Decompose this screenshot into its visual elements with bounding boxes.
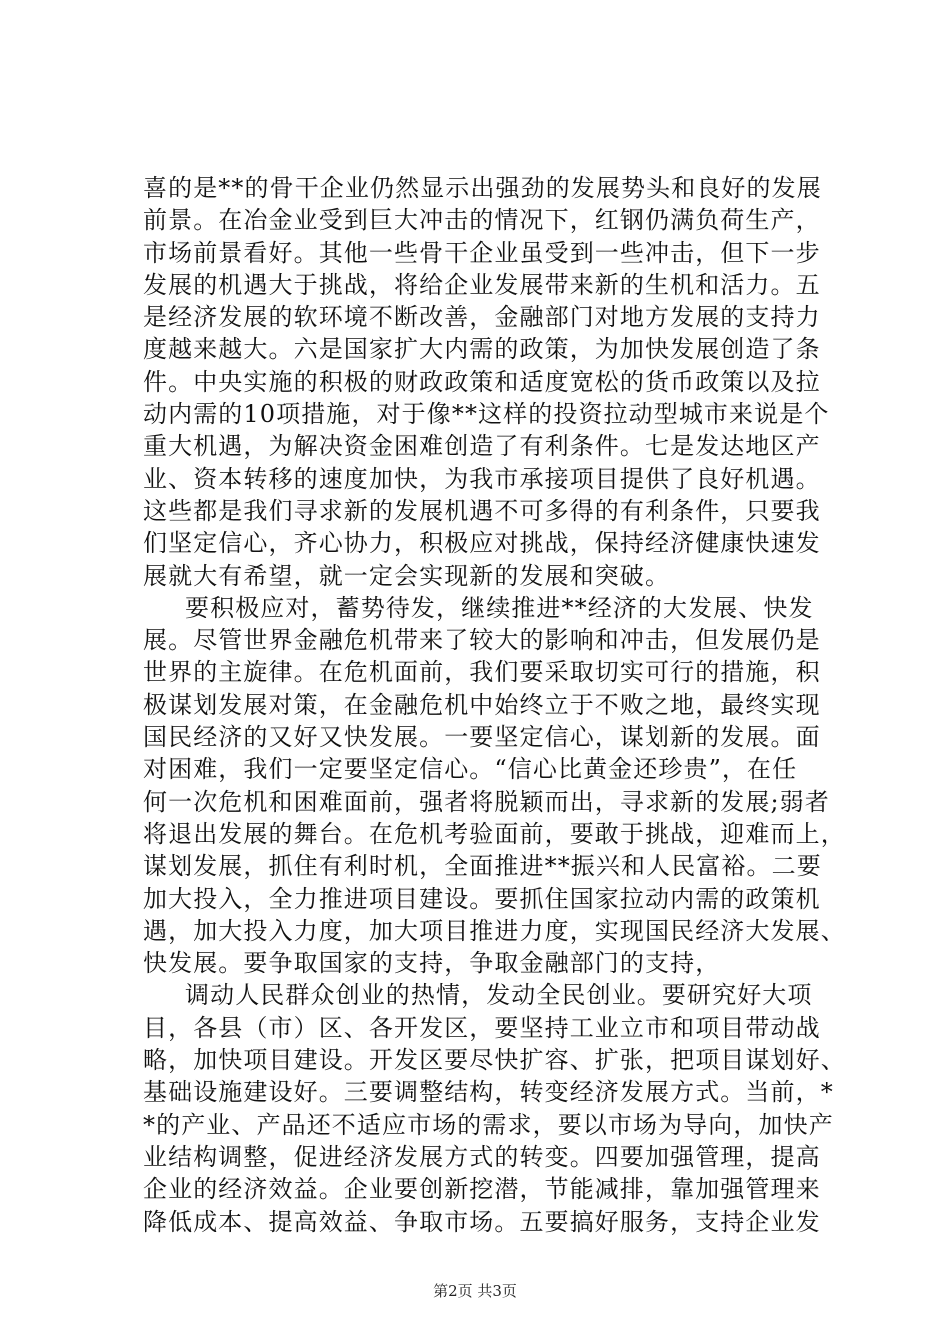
document-body (143, 172, 846, 1238)
text-line: 略，加快项目建设。开发区要尽快扩容、扩张，把项目谋划好、 (143, 1046, 846, 1075)
text-line: 是经济发展的软环境不断改善，金融部门对地方发展的支持力 (143, 303, 821, 332)
text-line: 重大机遇，为解决资金困难创造了有利条件。七是发达地区产 (143, 432, 821, 461)
text-line: 快发展。要争取国家的支持，争取金融部门的支持， (143, 949, 721, 978)
text-line: 目，各县（市）区、各开发区，要坚持工业立市和项目带动战 (143, 1013, 821, 1042)
text-line: 国民经济的又好又快发展。一要坚定信心，谋划新的发展。面 (143, 723, 821, 752)
text-line: 何一次危机和困难面前，强者将脱颖而出，寻求新的发展;弱者 (143, 787, 830, 816)
text-line: 度越来越大。六是国家扩大内需的政策，为加快发展创造了条 (143, 335, 821, 364)
text-line: 喜的是**的骨干企业仍然显示出强劲的发展势头和良好的发展 (143, 174, 822, 202)
text-line: 企业的经济效益。企业要创新挖潜，节能减排，靠加强管理来 (143, 1175, 821, 1204)
text-line: 们坚定信心，齐心协力，积极应对挑战，保持经济健康快速发 (143, 529, 821, 558)
text-line: 市场前景看好。其他一些骨干企业虽受到一些冲击，但下一步 (143, 238, 821, 267)
text-line: 展。尽管世界金融危机带来了较大的影响和冲击，但发展仍是 (143, 626, 821, 655)
text-line: 基础设施建设好。三要调整结构，转变经济发展方式。当前，* (143, 1078, 834, 1107)
paragraph-first-line: 调动人民群众创业的热情，发动全民创业。要研究好大项 (185, 981, 813, 1010)
text-line: 遇，加大投入力度，加大项目推进力度，实现国民经济大发展、 (143, 916, 846, 945)
text-line: *的产业、产品还不适应市场的需求，要以市场为导向，加快产 (143, 1110, 834, 1139)
text-line: 件。中央实施的积极的财政政策和适度宽松的货币政策以及拉 (143, 367, 821, 396)
text-line: 加大投入，全力推进项目建设。要抓住国家拉动内需的政策机 (143, 884, 821, 913)
text-line: 发展的机遇大于挑战，将给企业发展带来新的生机和活力。五 (143, 270, 821, 299)
text-line: 动内需的10项措施，对于像**这样的投资拉动型城市来说是个 (143, 400, 830, 429)
page-number-footer: 第2页 共3页 (433, 1282, 517, 1300)
text-line: 降低成本、提高效益、争取市场。五要搞好服务，支持企业发 (143, 1207, 821, 1236)
text-line: 这些都是我们寻求新的发展机遇不可多得的有利条件，只要我 (143, 496, 821, 525)
text-line: 将退出发展的舞台。在危机考验面前，要敢于挑战，迎难而上， (143, 819, 846, 848)
text-line: 谋划发展，抓住有利时机，全面推进**振兴和人民富裕。二要 (143, 852, 822, 881)
text-line: 业、资本转移的速度加快，为我市承接项目提供了良好机遇。 (143, 464, 821, 493)
text-line: 业结构调整，促进经济发展方式的转变。四要加强管理，提高 (143, 1142, 821, 1171)
text-line: 前景。在冶金业受到巨大冲击的情况下，红钢仍满负荷生产， (143, 206, 821, 235)
text-line: 对困难，我们一定要坚定信心。“信心比黄金还珍贵”，在任 (143, 755, 798, 784)
text-line: 展就大有希望，就一定会实现新的发展和突破。 (143, 561, 671, 590)
paragraph-first-line: 要积极应对，蓄势待发，继续推进**经济的大发展、快发 (185, 593, 814, 622)
text-line: 极谋划发展对策，在金融危机中始终立于不败之地，最终实现 (143, 690, 821, 719)
text-line: 世界的主旋律。在危机面前，我们要采取切实可行的措施，积 (143, 658, 821, 687)
